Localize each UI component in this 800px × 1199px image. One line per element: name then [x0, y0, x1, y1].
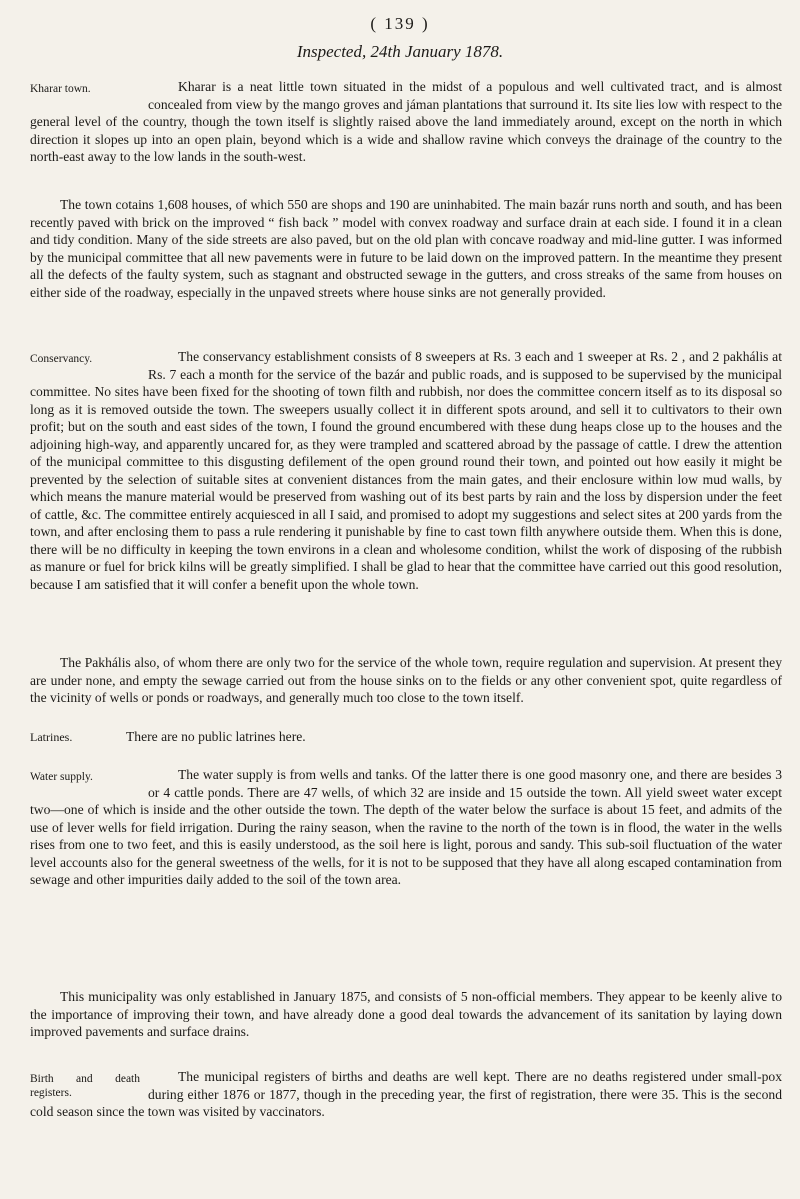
section-water: [30, 766, 782, 889]
section-latrines: [30, 728, 782, 747]
section-registers: [30, 1068, 782, 1121]
sidenote-kharar: Kharar town.: [30, 83, 91, 95]
para-houses: The town cotains 1,608 houses, of which 550 are shops and 190 are uninhabited. The main bazár runs north and south, and has been recently paved with brick on the improved “ fish back ” model with convex roadway and surface drain at each side. I found it in a clean and tidy condition. Many of the side streets are also paved, but on the old plan with concave roadway and mid-line gutter. I was informed by the municipal committee that all new pavements were in future to be laid down on the improved pattern. In the meantime they present all the defects of the faulty system, such as stagnant and obstructed sewage in the gutters, and cross streaks of the same from houses on either side of the roadway, especially in the unpaved streets where house sinks are not generally provided.: [30, 197, 782, 300]
section-pakhalis: [30, 654, 782, 707]
inspection-date: Inspected, 24th January 1878.: [296, 42, 504, 61]
section-conservancy: [30, 348, 782, 593]
sidenote-conservancy: Conservancy.: [30, 353, 93, 365]
para-municipality: This municipality was only established in January 1875, and consists of 5 non-official members. They appear to be keenly alive to the importance of improving their town, and have already done a good deal towards the advancement of its sanitation by laying down improved pavements and surface drains.: [30, 989, 782, 1039]
para-latrines: There are no public latrines here.: [126, 729, 306, 744]
sidenote-registers: Birth and death registers.: [30, 1073, 140, 1099]
para-pakhalis: The Pakhális also, of whom there are only two for the service of the whole town, require regulation and supervision. At present they are under none, and empty the sewage carried out from the house sinks on to the fields or any other convenient spot, quite regardless of the vicinity of wells or ponds or roadways, and generally much too close to the town itself.: [30, 655, 782, 705]
para-water: The water supply is from wells and tanks. Of the latter there is one good masonry one, and there are besides 3 or 4 cattle ponds. There are 47 wells, of which 32 are inside and 15 outside the town. All yield sweet water except two—one of which is inside and the other outside the town. The depth of the water below the surface is about 15 feet, and admits of the use of lever wells for field irrigation. During the rainy season, when the ravine to the north of the town is in flood, the water in the wells rises from one to two feet, and this is easily understood, as the soil here is light, porous and sandy. This sub-soil fluctuation of the water level accounts also for the general sweetness of the wells, for it is not to be supposed that they have all along escaped contamination from sewage and other impurities daily added to the soil of the town area.: [30, 767, 782, 887]
para-conservancy: The conservancy establishment consists of 8 sweepers at Rs. 3 each and 1 sweeper at Rs. 2 , and 2 pakhális at Rs. 7 each a month for the service of the bazár and public roads, and is supposed to be supervised by the municipal committee. No sites have been fixed for the shooting of town filth and rubbish, nor does the committee concern itself as to its disposal so long as it is removed outside the town. The sweepers usually collect it in different spots around, and sell it to cultivators to their own profit; but on the south and east sides of the town, I found the ground encumbered with these dung heaps close up to the houses and the adjoining high-way, and apparently uncared for, as they were trampled and scattered abroad by the passage of cattle. I drew the attention of the municipal committee to this disgusting defilement of the open ground round their town, and pointed out how easily it might be prevented by the selection of suitable sites at convenient distances from the main gates, and their enclosure within low mud walls, by which means the manure material would be preserved from washing out of its best parts by rain and the loss by dispersion under the feet of cattle, &c. The committee entirely acquiesced in all I said, and promised to adopt my suggestions and select sites at 200 yards from the town, and after enclosing them to pass a rule rendering it punishable by fine to cast town filth anywhere outside them. When this is done, there will be no difficulty in keeping the town environs in a clean and wholesome condition, whilst the work of disposing of the rubbish as manure or fuel for brick kilns will be greatly simplified. I shall be glad to hear that the committee have carried out this good resolution, because I am satisfied that it will confer a benefit upon the whole town.: [30, 349, 782, 592]
sidenote-latrines: Latrines.: [30, 730, 73, 744]
section-municipality: [30, 988, 782, 1041]
sidenote-water: Water supply.: [30, 771, 93, 783]
section-kharar: [30, 78, 782, 166]
page-number: ( 139 ): [370, 14, 430, 33]
para-registers: The municipal registers of births and deaths are well kept. There are no deaths registered under small-pox during either 1876 or 1877, though in the preceding year, the first of registration, there were 35. This is the second cold season since the town was visited by vaccinators.: [30, 1069, 782, 1119]
section-houses: [30, 196, 782, 301]
para-kharar: Kharar is a neat little town situated in the midst of a populous and well cultivated tract, and is almost concealed from view by the mango groves and jáman plantations that surround it. Its site lies low with respect to the general level of the country, though the town itself is slightly raised above the land immediately around, except on the north in which direction it slopes up into an open plain, beyond which is a wide and shallow ravine which conveys the drainage of the country to the north-east away to the low lands in the south-west.: [30, 79, 782, 164]
